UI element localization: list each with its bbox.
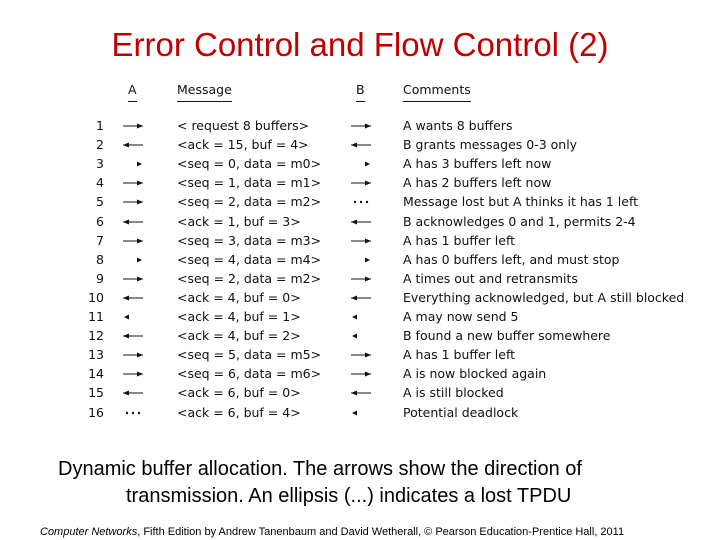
row-number: 4 (96, 175, 104, 191)
buffer-allocation-figure (80, 78, 685, 423)
message-text: <ack = 4, buf = 2> (177, 328, 301, 344)
comment-text: Potential deadlock (403, 404, 519, 420)
b-direction-indicator (350, 250, 372, 269)
message-row (80, 154, 680, 173)
message-row (80, 116, 680, 135)
a-direction-indicator (122, 383, 144, 402)
b-direction-indicator (350, 345, 372, 364)
a-direction-indicator (122, 326, 144, 345)
message-row (80, 173, 680, 192)
header-a: A (128, 82, 137, 97)
row-number: 6 (96, 213, 104, 229)
comment-text: B grants messages 0-3 only (403, 137, 578, 153)
message-text: <ack = 1, buf = 3> (177, 213, 301, 229)
b-direction-indicator (350, 173, 372, 192)
row-number: 12 (88, 328, 104, 344)
row-number: 15 (88, 385, 104, 401)
row-number: 1 (96, 118, 104, 133)
b-direction-indicator (350, 212, 372, 231)
message-text: <seq = 5, data = m5> (177, 347, 322, 363)
b-direction-indicator (350, 154, 372, 173)
message-text: <ack = 4, buf = 1> (177, 309, 301, 324)
message-row (80, 403, 680, 422)
a-direction-indicator (122, 345, 144, 364)
message-row (80, 212, 680, 231)
footer-book-title: Computer Networks (40, 526, 138, 538)
message-row (80, 345, 680, 364)
comment-text: A wants 8 buffers (403, 118, 513, 133)
message-text: < request 8 buffers> (177, 118, 310, 133)
caption-line-2: transmission. An ellipsis (...) indicates a lost TPDU (126, 485, 572, 507)
message-row (80, 326, 680, 345)
comment-text: A has 0 buffers left, and must stop (403, 251, 620, 267)
a-direction-indicator (122, 173, 144, 192)
row-number: 3 (96, 156, 104, 172)
comment-text: B acknowledges 0 and 1, permits 2-4 (403, 213, 636, 229)
message-text: <ack = 4, buf = 0> (177, 289, 301, 305)
message-row (80, 269, 680, 288)
row-number: 11 (88, 309, 104, 324)
message-row (80, 231, 680, 250)
footer-credit (40, 526, 720, 538)
message-row (80, 307, 680, 326)
row-number: 9 (96, 270, 104, 286)
a-direction-indicator (122, 250, 144, 269)
row-number: 13 (88, 347, 104, 363)
comment-text: Everything acknowledged, but A still blocked (403, 289, 685, 305)
header-b: B (356, 82, 365, 97)
message-text: <seq = 0, data = m0> (177, 156, 322, 172)
b-direction-indicator (350, 383, 372, 402)
b-direction-indicator (350, 231, 372, 250)
a-direction-indicator (122, 288, 144, 307)
caption-line-1: Dynamic buffer allocation. The arrows show the direction of (58, 458, 582, 480)
row-number: 16 (88, 404, 104, 420)
b-direction-indicator (350, 326, 372, 345)
comment-text: A times out and retransmits (403, 270, 578, 286)
row-number: 14 (88, 366, 104, 382)
message-text: <seq = 2, data = m2> (177, 194, 322, 210)
message-text: <seq = 1, data = m1> (177, 175, 322, 191)
message-text: <seq = 4, data = m4> (177, 251, 322, 267)
a-direction-indicator (122, 116, 144, 135)
message-row (80, 192, 680, 211)
b-direction-indicator (350, 269, 372, 288)
a-direction-indicator (122, 212, 144, 231)
message-text: <seq = 2, data = m2> (177, 270, 322, 286)
message-text: <ack = 6, buf = 4> (177, 404, 301, 420)
b-direction-indicator (350, 288, 372, 307)
comment-text: B found a new buffer somewhere (403, 328, 611, 344)
message-row (80, 364, 680, 383)
a-direction-indicator (122, 403, 144, 422)
comment-text: A is now blocked again (403, 366, 547, 382)
b-direction-indicator (350, 192, 372, 211)
a-direction-indicator (122, 307, 144, 326)
message-text: <seq = 6, data = m6> (177, 366, 322, 382)
message-row (80, 250, 680, 269)
b-direction-indicator (350, 403, 372, 422)
comment-text: A has 3 buffers left now (403, 156, 552, 172)
message-row (80, 383, 680, 402)
row-number: 2 (96, 137, 104, 153)
row-number: 10 (88, 289, 104, 305)
b-direction-indicator (350, 364, 372, 383)
a-direction-indicator (122, 269, 144, 288)
b-direction-indicator (350, 135, 372, 154)
comment-text: A may now send 5 (403, 309, 519, 324)
a-direction-indicator (122, 364, 144, 383)
row-number: 8 (96, 251, 104, 267)
slide-title: Error Control and Flow Control (2) (111, 26, 609, 63)
comment-text: A has 2 buffers left now (403, 175, 552, 191)
row-number: 5 (96, 194, 104, 210)
message-text: <ack = 6, buf = 0> (177, 385, 301, 401)
message-text: <ack = 15, buf = 4> (177, 137, 309, 153)
message-text: <seq = 3, data = m3> (177, 232, 322, 248)
comment-text: Message lost but A thinks it has 1 left (403, 194, 639, 210)
comment-text: A is still blocked (403, 385, 504, 401)
a-direction-indicator (122, 231, 144, 250)
message-row (80, 135, 680, 154)
row-number: 7 (96, 232, 104, 248)
a-direction-indicator (122, 154, 144, 173)
footer-credit-text: , Fifth Edition by Andrew Tanenbaum and David Wetherall, © Pearson Education-Prentice Hall, 2011 (137, 526, 625, 538)
message-row (80, 288, 685, 307)
a-direction-indicator (122, 135, 144, 154)
a-direction-indicator (122, 192, 144, 211)
comment-text: A has 1 buffer left (403, 232, 516, 248)
b-direction-indicator (350, 307, 372, 326)
comment-text: A has 1 buffer left (403, 347, 516, 363)
header-comments: Comments (403, 82, 471, 97)
b-direction-indicator (350, 116, 372, 135)
caption (58, 456, 698, 510)
header-message: Message (177, 82, 232, 97)
